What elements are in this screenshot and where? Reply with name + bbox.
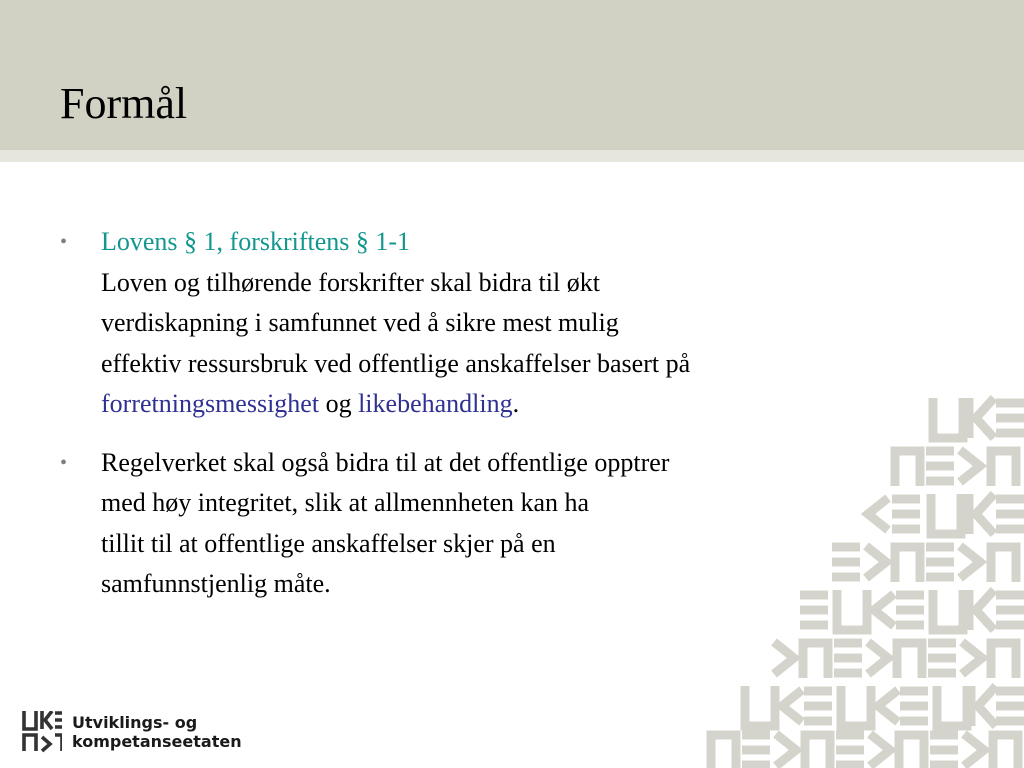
- pattern-glyph-e: [996, 691, 1024, 721]
- pattern-glyph-less: [878, 690, 898, 722]
- pattern-glyph-u: [745, 686, 775, 726]
- pattern-glyph-e: [926, 547, 954, 577]
- pattern-glyph-e: [996, 595, 1024, 625]
- pattern-glyph-e: [996, 403, 1024, 433]
- pattern-glyph-n: [991, 547, 1016, 582]
- pattern-glyph-n: [993, 735, 1018, 768]
- pattern-glyph-n: [897, 643, 922, 678]
- pattern-glyph-u: [933, 398, 963, 438]
- pattern-glyph-n: [711, 735, 736, 768]
- pattern-glyph-k: [969, 398, 994, 438]
- pattern-glyph-u: [931, 494, 961, 534]
- pattern-glyph-less: [868, 498, 888, 530]
- pattern-glyph-k: [969, 590, 994, 630]
- pattern-glyph-u: [837, 590, 867, 630]
- pattern-glyph-u: [933, 590, 963, 630]
- pattern-glyph-e: [742, 735, 770, 765]
- pattern-glyph-arrow: [960, 450, 980, 482]
- pattern-glyph-e: [926, 451, 954, 481]
- pattern-glyph-u: [841, 686, 871, 726]
- decorative-glyph-pattern: [700, 390, 1024, 768]
- pattern-glyph-arrow: [964, 734, 984, 766]
- pattern-glyph-e: [900, 691, 928, 721]
- pattern-glyph-n: [899, 735, 924, 768]
- pattern-glyph-e: [892, 499, 920, 529]
- bullet-text-line: samfunnstjenlig måte.: [101, 569, 331, 598]
- bullet-marker: •: [60, 451, 68, 474]
- bullet-text-line: tillit til at offentlige anskaffelser skjer på en: [101, 528, 556, 558]
- sentence-end: .: [512, 389, 520, 418]
- pattern-glyph-e: [930, 735, 958, 765]
- pattern-glyph-arrow: [960, 546, 980, 578]
- pattern-glyph-e: [836, 735, 864, 765]
- pattern-glyph-e: [834, 643, 862, 673]
- pattern-glyph-e: [896, 595, 924, 625]
- pattern-glyph-arrow: [774, 642, 794, 674]
- pattern-glyph-n: [991, 451, 1016, 486]
- bullet-heading: Lovens § 1, forskriftens § 1-1: [101, 227, 411, 256]
- pattern-glyph-n: [895, 451, 920, 486]
- bullet-text-line: Regelverket skal også bidra til at det offentlige opptrer: [101, 447, 670, 477]
- pattern-glyph-less: [782, 690, 802, 722]
- pattern-glyph-arrow: [866, 546, 886, 578]
- term-likebehandling: likebehandling: [358, 389, 513, 418]
- term-forretningsmessighet: forretningsmessighet: [101, 389, 320, 418]
- pattern-glyph-arrow: [868, 642, 888, 674]
- title-divider: [0, 150, 1024, 162]
- pattern-glyph-n: [895, 547, 920, 582]
- bullet-text-line: Loven og tilhørende forskrifter skal bidra til økt: [101, 267, 600, 297]
- pattern-glyph-e: [804, 691, 832, 721]
- pattern-glyph-arrow: [962, 642, 982, 674]
- pattern-glyph-e: [928, 643, 956, 673]
- pattern-glyph-arrow: [870, 734, 890, 766]
- term-connector: og: [319, 389, 359, 418]
- pattern-glyph-e: [996, 499, 1024, 529]
- bullet-text-line: med høy integritet, slik at allmennheten kan ha: [101, 488, 590, 517]
- slide-title: Formål: [60, 79, 188, 128]
- pattern-glyph-u: [937, 686, 967, 726]
- bullet-text-line: verdiskapning i samfunnet ved å sikre mest mulig: [101, 308, 619, 337]
- organization-name: [72, 713, 242, 751]
- organization-name-line2: kompetanseetaten: [72, 732, 242, 751]
- pattern-glyph-k: [971, 686, 996, 726]
- pattern-glyph-arrow: [776, 734, 796, 766]
- pattern-glyph-e: [832, 547, 860, 577]
- pattern-glyph-n: [805, 735, 830, 768]
- bullet-marker: •: [60, 231, 68, 253]
- organization-name-line1: Utviklings- og: [72, 713, 198, 732]
- pattern-glyph-n: [991, 643, 1016, 678]
- bullet-text-line: effektiv ressursbruk ved offentlige anskaffelser basert på: [101, 348, 691, 378]
- pattern-glyph-n: [803, 643, 828, 678]
- pattern-glyph-k: [969, 494, 994, 534]
- pattern-glyph-e: [800, 595, 828, 625]
- organization-logo-icon: [22, 711, 62, 753]
- pattern-glyph-less: [874, 594, 894, 626]
